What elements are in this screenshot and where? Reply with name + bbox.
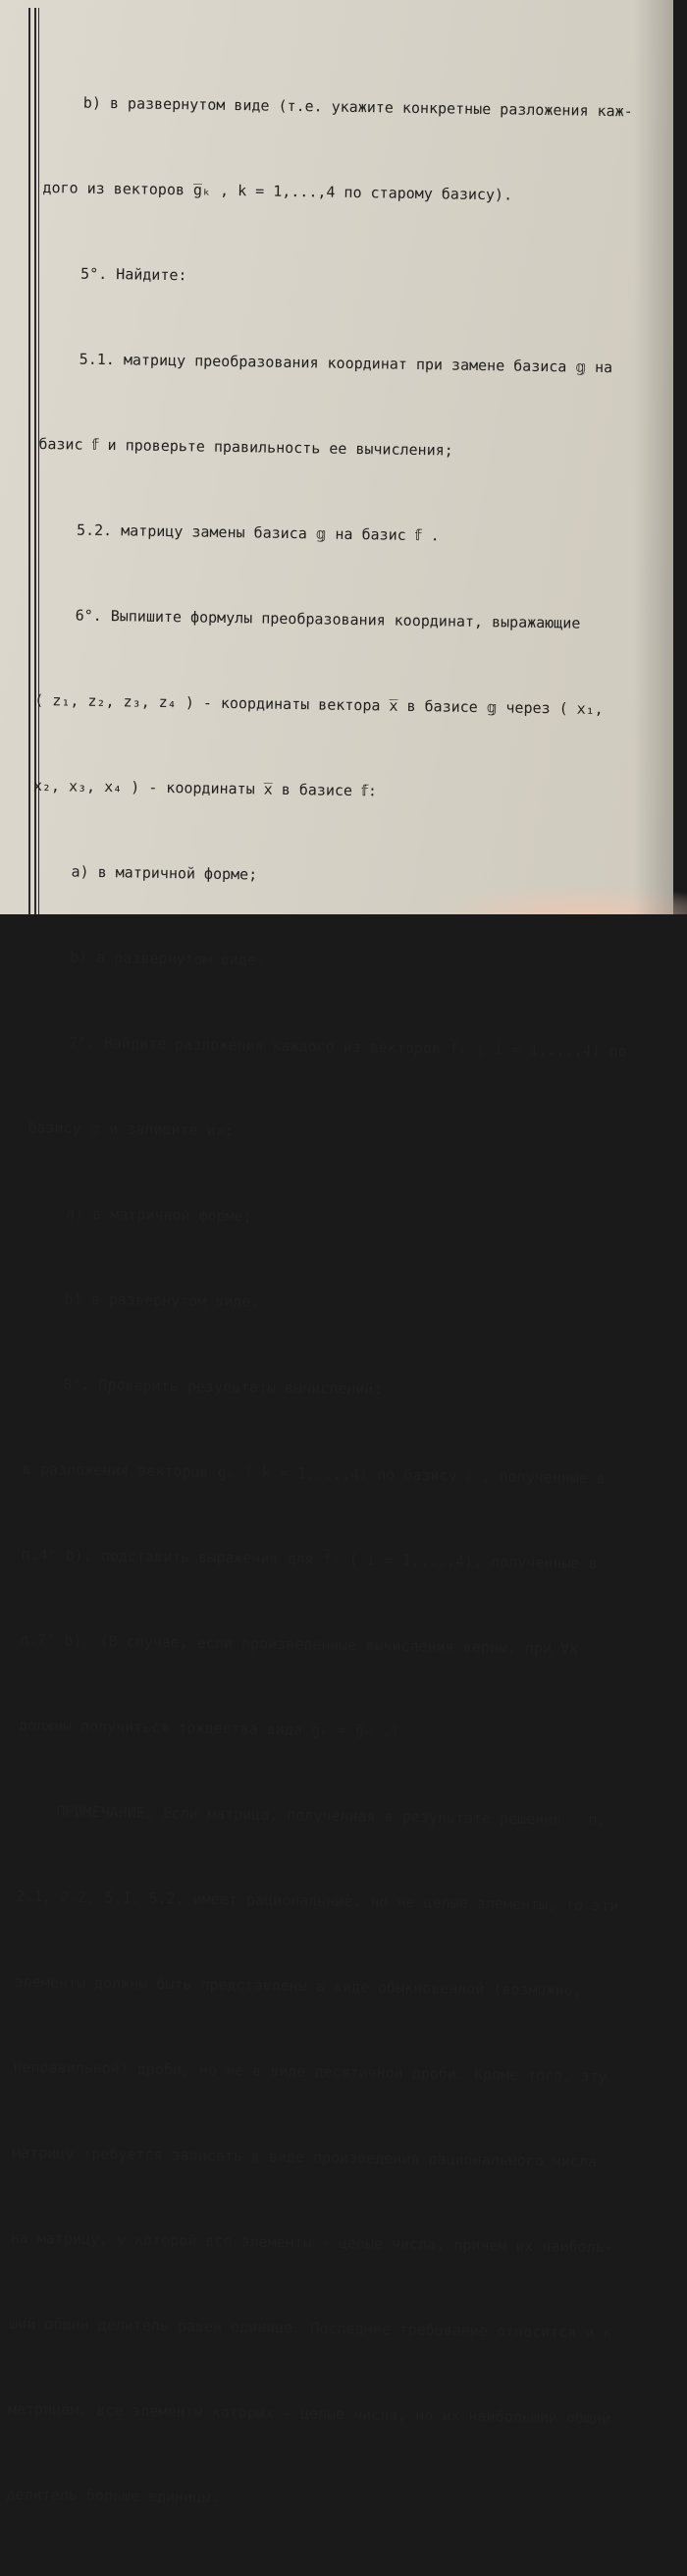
section-heading: 6°. Выпишите формулы преобразования координат, выражающие [75, 606, 581, 632]
note-heading: ПРИМЕЧАНИЕ. Если матрица, полученная в результате решения п. [56, 1802, 607, 1830]
text-line: ( z₁, z₂, z₃, z₄ ) - координаты вектора x̅ в базисе 𝕘 через ( x₁, [34, 690, 604, 719]
text-line: делитель больше единицы. [6, 2485, 220, 2507]
text-line: а) в матричной форме; [71, 862, 258, 884]
text-line: на матрицу, у которой все элементы - целые числа, причем их наиболь- [10, 2228, 613, 2257]
text-line: базис 𝕗 и проверьте правильность ее вычисления; [38, 434, 453, 460]
document-text [5, 31, 672, 2576]
text-line: п.7° b). (В случае, если произведенные вычисления верны, при ∀k [20, 1630, 579, 1658]
text-line: а) в матричной форме; [65, 1204, 252, 1226]
text-line: неправильной) дроби, но не в виде десятичной дроби. Кроме того, эту [13, 2057, 608, 2086]
text-line: в разложения векторов g̅ₖ ( k = 1,...,4) по базису 𝕗 , полученные в [22, 1459, 607, 1488]
text-line: b) в развернутом виде (т.е. укажите конкретные разложения каж- [82, 93, 633, 121]
text-line: b) в развернутом виде. [70, 948, 266, 969]
text-line: 5.2. матрицу замены базиса 𝕘 на базис 𝕗 . [76, 521, 440, 545]
section-heading: 8°. Проверить результаты вычислений: [63, 1375, 383, 1398]
text-line: элементы должны быть представлены в виде обыкновенной (возможно, [14, 1972, 582, 2000]
text-line: 5.1. матрицу преобразования координат при замене базиса 𝕘 на [79, 350, 613, 377]
margin-rule-outer [28, 8, 30, 914]
section-heading: 7°. Найдите разложения каждого из векторов f̅ᵢ ( i = 1,...,4) по [68, 1033, 627, 1061]
text-line: x₂, x₃, x₄ ) - координаты x̅ в базисе 𝕗: [32, 776, 378, 800]
text-line: матрицу требуется записать в виде произведения рационального числа [11, 2143, 598, 2171]
page-edge-shadow [634, 0, 673, 914]
text-line: ший общий делитель равен единице. Последнее требование относится и к [9, 2314, 612, 2342]
section-heading: 5°. Найдите: [79, 264, 187, 285]
text-line: должны получиться тождества вида g̅ₖ = g̅ₖ .) [18, 1716, 400, 1740]
text-line: 2.1, 2.2, 5.1, 5.2, имеет рациональные, но не целые элементы, то эти [16, 1887, 619, 1915]
text-line: b) в развернутом виде. [64, 1289, 260, 1311]
text-line: п.4° b), подставить выражения для f̅ᵢ ( i = 1,...,4), полученные в [21, 1545, 598, 1573]
text-line: дого из векторов g̅ₖ , k = 1,...,4 по старому базису). [42, 178, 513, 204]
text-line: базису 𝕘 и запишите их: [27, 1118, 234, 1140]
text-line: матрицам, все элементы которых - целые числа, но их наибольший общий [7, 2399, 611, 2428]
